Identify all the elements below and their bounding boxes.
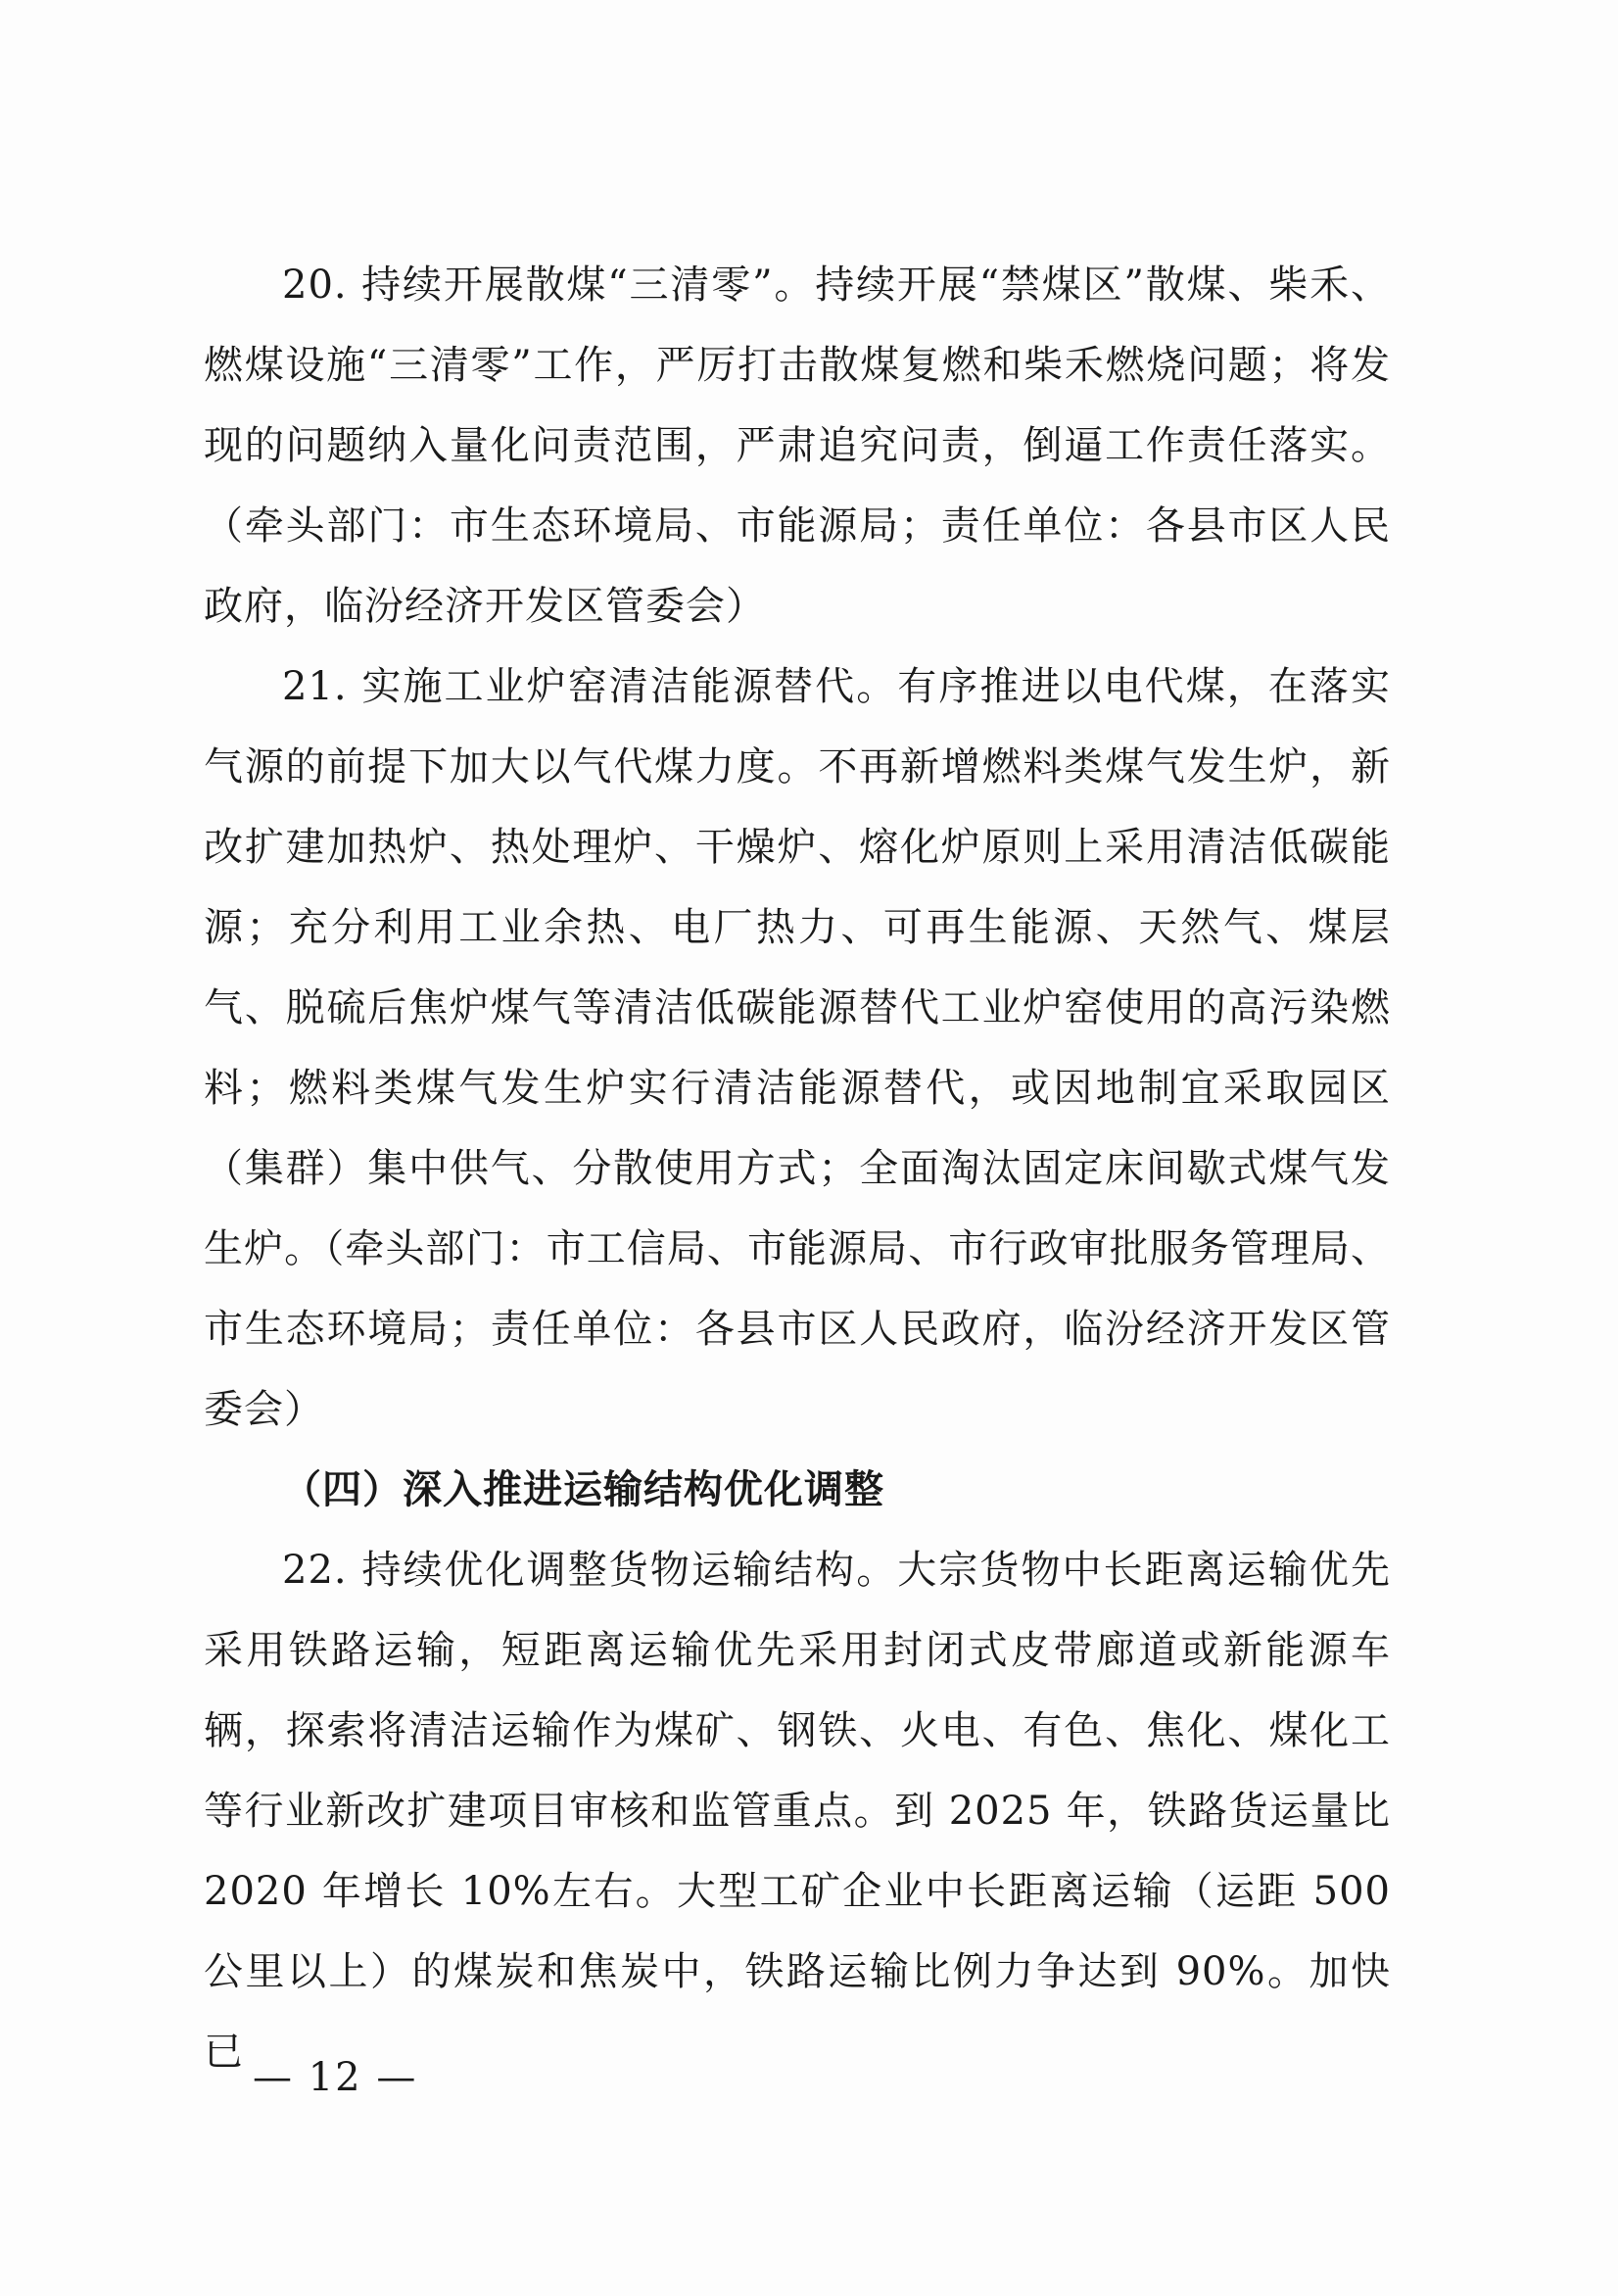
- paragraph-item-22: 22. 持续优化调整货物运输结构。大宗货物中长距离运输优先采用铁路运输，短距离运输优先采用封闭式皮带廊道或新能源车辆，探索将清洁运输作为煤矿、钢铁、火电、有色、焦化、煤化工等行业新改扩建项目审核和监管重点。到 2025 年，铁路货运量比 2020 年增长 10%左右。大型工矿企业中长距离运输（运距 500 公里以上）的煤炭和焦炭中，铁路运输比例力争达到 90%。加快已: [204, 1548, 1391, 2075]
- paragraph-item-21: 21. 实施工业炉窑清洁能源替代。有序推进以电代煤，在落实气源的前提下加大以气代煤力度。不再新增燃料类煤气发生炉，新改扩建加热炉、热处理炉、干燥炉、熔化炉原则上采用清洁低碳能源；充分利用工业余热、电厂热力、可再生能源、天然气、煤层气、脱硫后焦炉煤气等清洁低碳能源替代工业炉窑使用的高污染燃料；燃料类煤气发生炉实行清洁能源替代，或因地制宜采取园区（集群）集中供气、分散使用方式；全面淘汰固定床间歇式煤气发生炉。（牵头部门：市工信局、市能源局、市行政审批服务管理局、市生态环境局；责任单位：各县市区人民政府，临汾经济开发区管委会）: [204, 664, 1391, 1432]
- paragraph-item-20: 20. 持续开展散煤“三清零”。持续开展“禁煤区”散煤、柴禾、燃煤设施“三清零”工作，严厉打击散煤复燃和柴禾燃烧问题；将发现的问题纳入量化问责范围，严肃追究问责，倒逼工作责任落实。（牵头部门：市生态环境局、市能源局；责任单位：各县市区人民政府，临汾经济开发区管委会）: [204, 263, 1391, 629]
- page-number: — 12 —: [253, 2055, 418, 2100]
- section-heading-transport: （四）深入推进运输结构优化调整: [282, 1467, 884, 1512]
- document-body: [204, 245, 1391, 2092]
